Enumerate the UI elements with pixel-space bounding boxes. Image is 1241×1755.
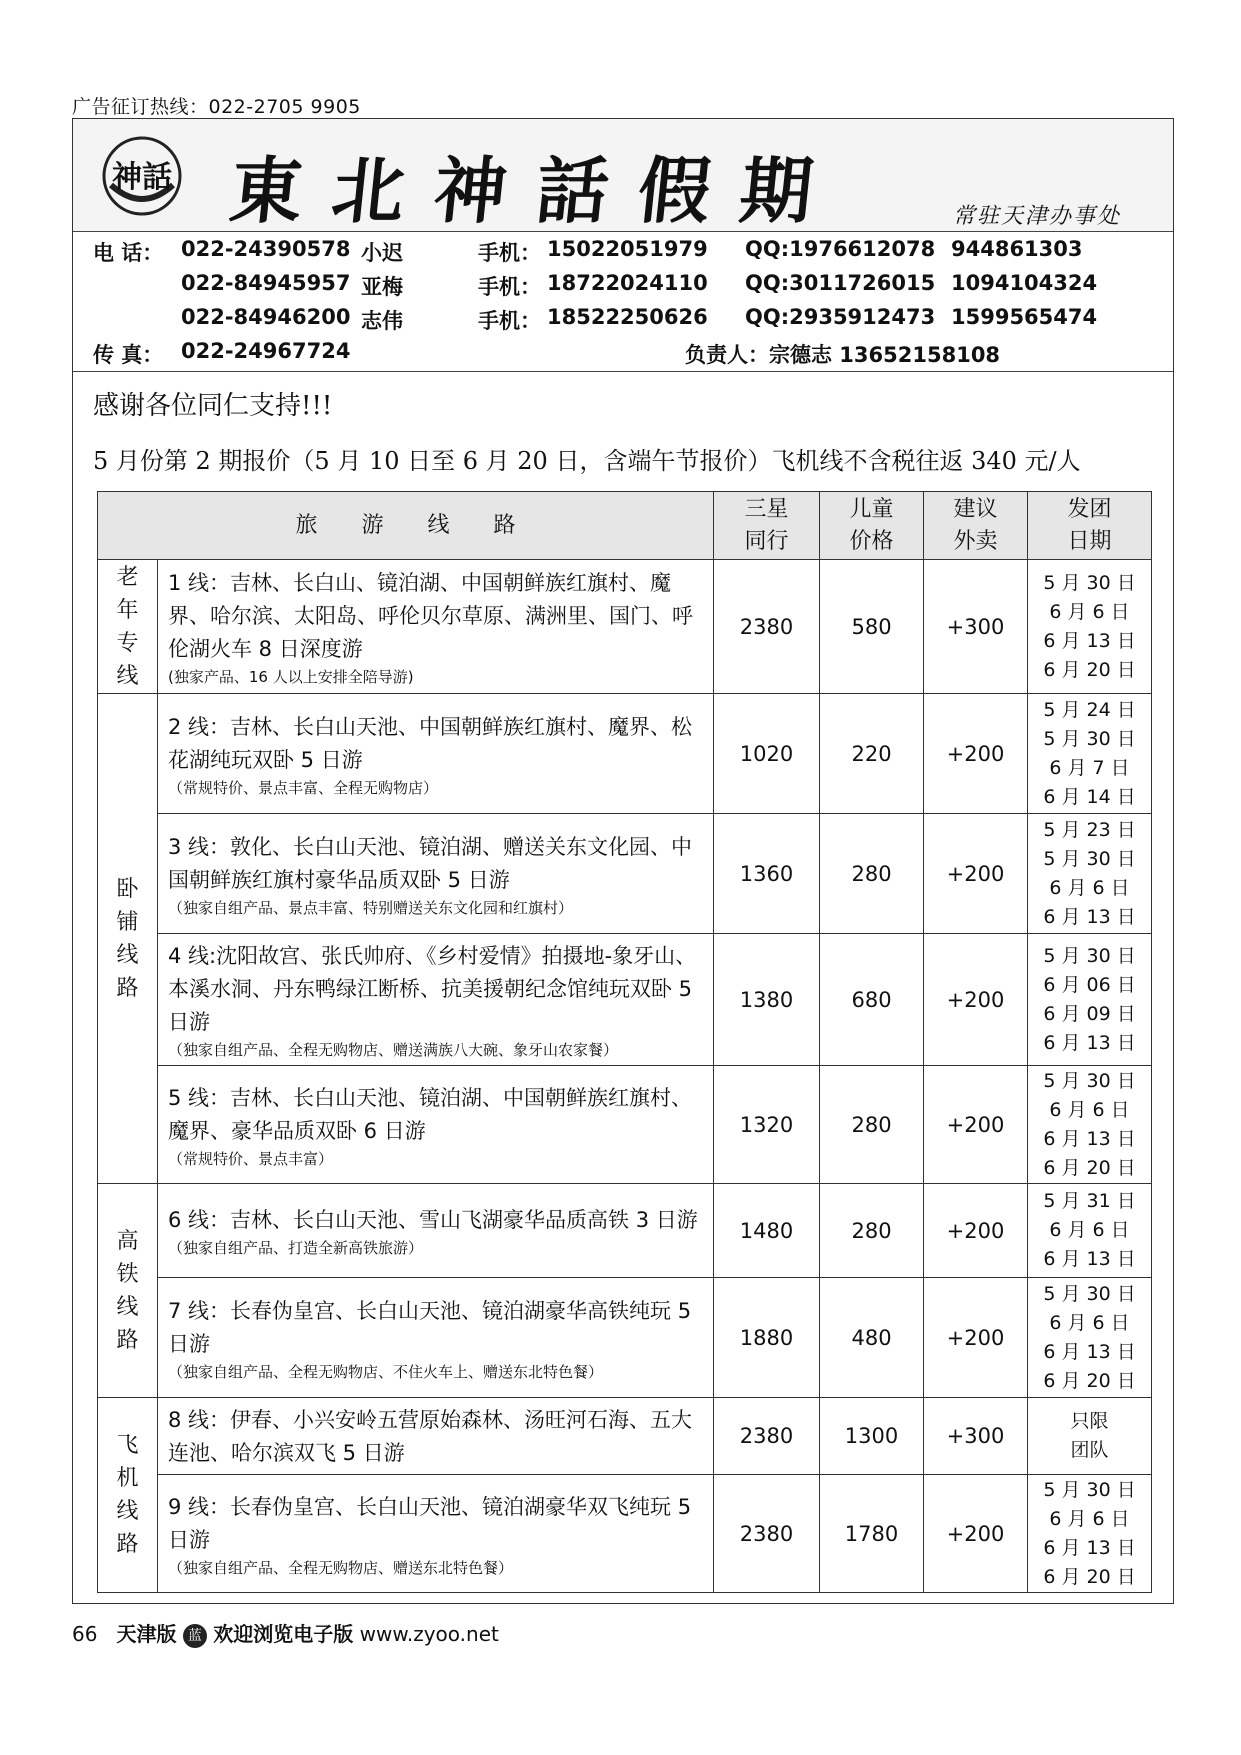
suggested-markup: +300 [924, 1398, 1028, 1475]
qq-number: QQ:2935912473 [745, 305, 936, 329]
departure-dates: 5 月 23 日 5 月 30 日 6 月 6 日 6 月 13 日 [1028, 814, 1152, 934]
table-row [98, 1398, 1152, 1475]
table-header-row [98, 492, 1152, 560]
table-row [98, 1184, 1152, 1278]
route-description: 4 线:沈阳故宫、张氏帅府、《乡村爱情》拍摄地-象牙山、本溪水洞、丹东鸭绿江断桥、抗美援朝纪念馆纯玩双卧 5 日游 （独家自组产品、全程无购物店、赠送满族八大碗、象牙山农家餐） [158, 934, 714, 1066]
route-description: 5 线：吉林、长白山天池、镜泊湖、中国朝鲜族红旗村、魔界、豪华品质双卧 6 日游 （常规特价、景点丰富） [158, 1066, 714, 1184]
suggested-markup: +200 [924, 934, 1028, 1066]
header-child-price: 儿童 价格 [820, 492, 924, 560]
child-price: 580 [820, 560, 924, 694]
three-star-price: 1020 [714, 694, 820, 814]
three-star-price: 1360 [714, 814, 820, 934]
qq-number: QQ:1976612078 [745, 237, 936, 261]
mobile-number: 18722024110 [547, 271, 708, 295]
brand-title: 東北神話假期 [225, 148, 847, 233]
three-star-price: 1880 [714, 1278, 820, 1398]
child-price: 220 [820, 694, 924, 814]
route-note: （常规特价、景点丰富） [168, 1149, 334, 1168]
three-star-price: 2380 [714, 1475, 820, 1593]
child-price: 280 [820, 1184, 924, 1278]
ad-hotline: 广告征订热线：022-2705 9905 [72, 96, 361, 118]
qq-number-2: 944861303 [951, 237, 1083, 261]
departure-dates: 5 月 30 日 6 月 6 日 6 月 13 日 6 月 20 日 [1028, 560, 1152, 694]
departure-dates: 5 月 30 日 6 月 6 日 6 月 13 日 6 月 20 日 [1028, 1475, 1152, 1593]
child-price: 1780 [820, 1475, 924, 1593]
departure-dates: 5 月 30 日 6 月 06 日 6 月 09 日 6 月 13 日 [1028, 934, 1152, 1066]
three-star-price: 1480 [714, 1184, 820, 1278]
table-row [98, 814, 1152, 934]
brand-logo-icon [101, 135, 183, 217]
qq-number: QQ:3011726015 [745, 271, 936, 295]
departure-dates: 5 月 30 日 6 月 6 日 6 月 13 日 6 月 20 日 [1028, 1066, 1152, 1184]
office-label: 常驻天津办事处 [953, 204, 1122, 229]
route-description: 8 线：伊春、小兴安岭五营原始森林、汤旺河石海、五大连池、哈尔滨双飞 5 日游 [158, 1398, 714, 1475]
price-period-title: 5 月份第 2 期报价（5 月 10 日至 6 月 20 日，含端午节报价）飞机线不含税往返 340 元/人 [93, 447, 1081, 475]
table-row [98, 934, 1152, 1066]
departure-dates: 5 月 30 日 6 月 6 日 6 月 13 日 6 月 20 日 [1028, 1278, 1152, 1398]
mobile-number: 18522250626 [547, 305, 708, 329]
page-footer [72, 1618, 499, 1648]
route-description: 3 线：敦化、长白山天池、镜泊湖、赠送关东文化园、中国朝鲜族红旗村豪华品质双卧 5 日游 （独家自组产品、景点丰富、特别赠送关东文化园和红旗村） [158, 814, 714, 934]
suggested-markup: +200 [924, 814, 1028, 934]
phone-number: 022-84945957 [181, 271, 351, 295]
header-departure-date: 发团 日期 [1028, 492, 1152, 560]
contact-name: 小迟 [361, 241, 403, 265]
mobile-label: 手机： [478, 309, 541, 333]
contact-name: 亚梅 [361, 275, 403, 299]
child-price: 280 [820, 814, 924, 934]
departure-dates: 5 月 31 日 6 月 6 日 6 月 13 日 [1028, 1184, 1152, 1278]
page-number: 66 [72, 1622, 98, 1646]
route-note: （常规特价、景点丰富、全程无购物店） [168, 778, 439, 797]
table-row [98, 1475, 1152, 1593]
edition-badge-icon: 蓝 [183, 1624, 207, 1648]
logo-text: 神話 [112, 160, 172, 195]
child-price: 680 [820, 934, 924, 1066]
header-band [73, 119, 1173, 232]
three-star-price: 2380 [714, 1398, 820, 1475]
route-description: 1 线：吉林、长白山、镜泊湖、中国朝鲜族红旗村、魔界、哈尔滨、太阳岛、呼伦贝尔草原、满洲里、国门、呼伦湖火车 8 日深度游 (独家产品、16 人以上安排全陪导游) [158, 560, 714, 694]
child-price: 280 [820, 1066, 924, 1184]
table-row [98, 1066, 1152, 1184]
suggested-markup: +200 [924, 694, 1028, 814]
contact-block [73, 231, 1173, 372]
route-note: （独家自组产品、全程无购物店、赠送东北特色餐） [168, 1558, 514, 1577]
three-star-price: 1380 [714, 934, 820, 1066]
contact-name: 志伟 [361, 309, 403, 333]
thanks-message: 感谢各位同仁支持!!! [93, 391, 333, 421]
route-note: （独家自组产品、打造全新高铁旅游） [168, 1239, 424, 1257]
category-flight: 飞 机 线 路 [98, 1398, 158, 1593]
category-high-speed-rail: 高 铁 线 路 [98, 1184, 158, 1398]
header-three-star: 三星 同行 [714, 492, 820, 560]
suggested-markup: +200 [924, 1475, 1028, 1593]
edition-label: 天津版 [116, 1622, 177, 1646]
suggested-markup: +200 [924, 1066, 1028, 1184]
route-description: 7 线：长春伪皇宫、长白山天池、镜泊湖豪华高铁纯玩 5 日游 （独家自组产品、全程无购物店、不住火车上、赠送东北特色餐） [158, 1278, 714, 1398]
category-sleeper-train: 卧 铺 线 路 [98, 694, 158, 1184]
suggested-markup: +200 [924, 1278, 1028, 1398]
route-note: （独家自组产品、全程无购物店、赠送满族八大碗、象牙山农家餐） [168, 1041, 619, 1059]
mobile-label: 手机： [478, 275, 541, 299]
category-elderly: 老 年 专 线 [98, 560, 158, 694]
table-row [98, 1278, 1152, 1398]
route-description: 9 线：长春伪皇宫、长白山天池、镜泊湖豪华双飞纯玩 5 日游 （独家自组产品、全程无购物店、赠送东北特色餐） [158, 1475, 714, 1593]
qq-number-2: 1094104324 [951, 271, 1098, 295]
child-price: 480 [820, 1278, 924, 1398]
three-star-price: 1320 [714, 1066, 820, 1184]
suggested-markup: +200 [924, 1184, 1028, 1278]
mobile-number: 15022051979 [547, 237, 708, 261]
table-row [98, 560, 1152, 694]
route-note: （独家自组产品、景点丰富、特别赠送关东文化园和红旗村） [168, 898, 574, 917]
welcome-text: 欢迎浏览电子版 [213, 1622, 354, 1646]
route-description: 6 线：吉林、长白山天池、雪山飞湖豪华品质高铁 3 日游 （独家自组产品、打造全新高铁旅游） [158, 1184, 714, 1278]
qq-number-2: 1599565474 [951, 305, 1098, 329]
table-row [98, 694, 1152, 814]
fax-label: 传 真： [93, 343, 164, 367]
website-link[interactable]: www.zyoo.net [359, 1622, 499, 1646]
route-description: 2 线：吉林、长白山天池、中国朝鲜族红旗村、魔界、松花湖纯玩双卧 5 日游 （常规特价、景点丰富、全程无购物店） [158, 694, 714, 814]
three-star-price: 2380 [714, 560, 820, 694]
phone-label: 电 话： [93, 241, 164, 265]
mobile-label: 手机： [478, 241, 541, 265]
departure-dates: 只限 团队 [1028, 1398, 1152, 1475]
fax-number: 022-24967724 [181, 339, 351, 363]
header-route: 旅 游 线 路 [98, 492, 714, 560]
suggested-markup: +300 [924, 560, 1028, 694]
phone-number: 022-84946200 [181, 305, 351, 329]
route-note: (独家产品、16 人以上安排全陪导游) [168, 668, 414, 686]
header-suggested-price: 建议 外卖 [924, 492, 1028, 560]
manager-contact: 负责人：宗德志 13652158108 [685, 343, 1001, 367]
route-note: （独家自组产品、全程无购物店、不住火车上、赠送东北特色餐） [168, 1362, 604, 1381]
phone-number: 022-24390578 [181, 237, 351, 261]
child-price: 1300 [820, 1398, 924, 1475]
departure-dates: 5 月 24 日 5 月 30 日 6 月 7 日 6 月 14 日 [1028, 694, 1152, 814]
route-price-table [97, 491, 1152, 1593]
ad-frame [72, 118, 1174, 1604]
